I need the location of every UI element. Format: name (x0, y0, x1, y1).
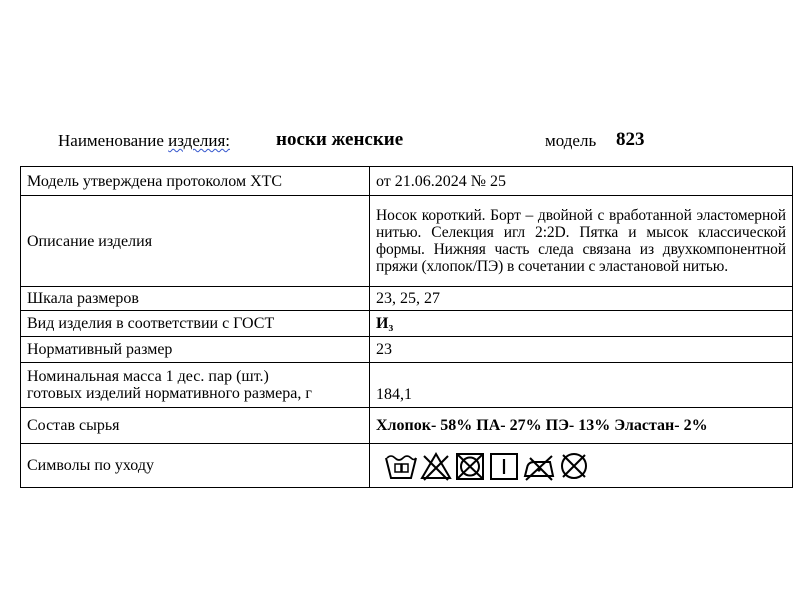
model-number: 823 (616, 129, 645, 150)
norm-size-label: Нормативный размер (21, 337, 370, 363)
no-bleach-icon (420, 450, 452, 482)
spec-table (20, 166, 793, 488)
mass-label-line2: готовых изделий нормативного размера, г (27, 385, 312, 402)
wash-30-icon (384, 450, 418, 482)
row-description (21, 196, 793, 287)
row-composition (21, 408, 793, 444)
mass-value: 184,1 (370, 363, 793, 408)
row-sizes (21, 287, 793, 311)
row-norm-size (21, 337, 793, 363)
composition-value: Хлопок- 58% ПА- 27% ПЭ- 13% Эластан- 2% (370, 408, 793, 444)
no-tumble-dry-icon (454, 450, 486, 482)
gost-value: И₃ (370, 311, 793, 337)
care-label: Символы по уходу (21, 444, 370, 488)
product-name: носки женские (276, 129, 404, 150)
line-dry-icon (488, 450, 520, 482)
row-mass (21, 363, 793, 408)
row-approved (21, 167, 793, 196)
mass-label (21, 363, 370, 408)
model-label: модель (545, 131, 597, 150)
sizes-value: 23, 25, 27 (370, 287, 793, 311)
description-value: Носок короткий. Борт – двойной с вработанной эластомерной нитью. Селекция игл 2:2D. Пятка и мысок классической формы. Нижняя часть следа связана из двухкомпонентной пряжи (хлопок/ПЭ) в сочетании с эластановой нитью. (370, 196, 793, 287)
document-heading (58, 128, 758, 154)
row-care (21, 444, 793, 488)
product-name-label: Наименование изделия: (58, 131, 230, 150)
iron-low-icon (522, 450, 556, 482)
sizes-label: Шкала размеров (21, 287, 370, 311)
care-symbols (370, 444, 793, 488)
norm-size-value: 23 (370, 337, 793, 363)
composition-label: Состав сырья (21, 408, 370, 444)
approved-value: от 21.06.2024 № 25 (370, 167, 793, 196)
no-dry-clean-icon (558, 450, 590, 482)
gost-label: Вид изделия в соответствии с ГОСТ (21, 311, 370, 337)
approved-label: Модель утверждена протоколом ХТС (21, 167, 370, 196)
description-label: Описание изделия (21, 196, 370, 287)
mass-label-line1: Номинальная масса 1 дес. пар (шт.) (27, 368, 269, 385)
row-gost (21, 311, 793, 337)
